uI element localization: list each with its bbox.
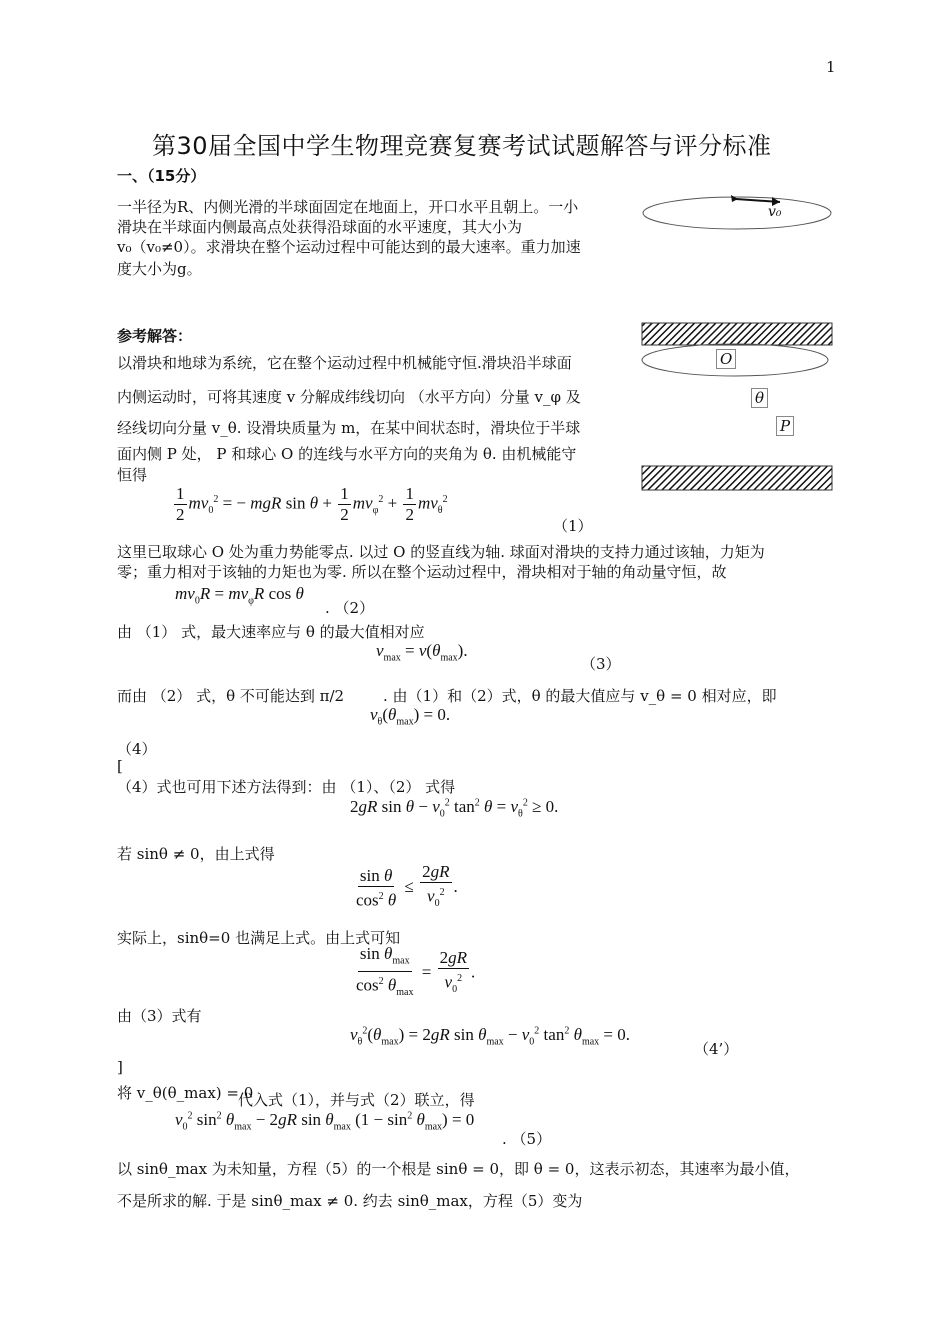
solution-text: 由（3）式有	[117, 1007, 202, 1025]
solution-text: 代入式（1），并与式（2）联立，得	[238, 1091, 475, 1109]
solution-text: 由 （1） 式，最大速率应与 θ 的最大值相对应	[117, 623, 425, 641]
equation-tag: . （2）	[325, 599, 375, 617]
hemisphere-side-figure	[640, 320, 835, 495]
solution-text: 不是所求的解. 于是 sinθ_max ≠ 0. 约去 sinθ_max，方程（5）变为	[117, 1192, 583, 1210]
equation-tag: （4）	[117, 740, 157, 758]
equation-tag: （3）	[581, 655, 621, 673]
solution-text: 内侧运动时，可将其速度 v 分解成纬线切向 （水平方向）分量 v_φ 及	[117, 388, 581, 406]
bracket: ]	[117, 1058, 123, 1076]
equation-ratio: $\frac{\text{sin θ}}{\cos^2 \theta}$ ≤ $\frac{2gR}{v_0^2}$ .	[356, 862, 458, 910]
page-number: 1	[826, 58, 836, 76]
equation-tag: （4’）	[694, 1040, 739, 1058]
page-title: 第30届全国中学生物理竞赛复赛考试试题解答与评分标准	[152, 132, 772, 160]
problem-line: 一半径为R、内侧光滑的半球面固定在地面上，开口水平且朝上。一小	[117, 198, 579, 216]
solution-text: 若 sinθ ≠ 0，由上式得	[117, 845, 275, 863]
solution-text: 这里已取球心 O 处为重力势能零点. 以过 O 的竖直线为轴. 球面对滑块的支持力通过该轴，力矩为	[117, 543, 765, 561]
solution-text: 恒得	[117, 466, 148, 484]
hemisphere-top-figure	[640, 186, 840, 234]
equation-3: $v_{max} = v(\theta_{max})$.	[376, 641, 468, 664]
theta-label: θ	[751, 388, 768, 408]
solution-text: . 由（1）和（2）式，θ 的最大值应与 v_θ = 0 相对应，即	[383, 687, 777, 705]
solution-text: 而由 （2） 式，θ 不可能达到 π/2	[117, 687, 345, 705]
problem-line: 度大小为g。	[117, 260, 202, 278]
equation-4-prime: $v_\theta^2(\theta_{max}) = 2gR$ $\sin \theta_{max} - v_0^2$ $\tan^2 \theta_{max} = 0$.	[350, 1025, 630, 1048]
equation-inequality: 2gR $\sin \theta - v_0^2$ $\tan^2 \theta = v_\theta^2 \ge 0$.	[350, 797, 559, 820]
solution-text: 以 sinθ_max 为未知量，方程（5）的一个根是 sinθ = 0，即 θ = 0，这表示初态，其速率为最小值，	[117, 1160, 800, 1178]
solution-text: 将 v_θ(θ_max) = 0	[117, 1084, 254, 1102]
v0-label: v₀	[768, 204, 782, 220]
equation-2: $mv_0R = mv_\varphi R$ cos θ	[175, 584, 304, 607]
equation-4: $v_\theta(\theta_{max}) = 0$.	[370, 705, 451, 728]
problem-line: 滑块在半球面内侧最高点处获得沿球面的水平速度，其大小为	[117, 218, 523, 236]
equation-5: $v_0^2$ $\sin^2 \theta_{max} - 2gR$ $\sin \theta_{max}$ $(1 - \sin^2 \theta_{max}) = 0$	[175, 1110, 475, 1133]
equation-1: $\frac{1}{2}$ $mv_0^2$ = − mgR sin θ + $\frac{1}{2}$ $mv_\varphi^2$ + $\frac{1}{2}$ $mv_\theta^2$	[176, 484, 448, 524]
equation-ratio-max: $\frac{\sin \theta_{max}}{\cos^2 \theta_{max}}$ = $\frac{2gR}{v_0^2}$ .	[356, 944, 476, 999]
solution-text: 以滑块和地球为系统，它在整个运动过程中机械能守恒.滑块沿半球面	[117, 354, 572, 372]
equation-tag: （1）	[553, 517, 593, 535]
bracket: [	[117, 757, 123, 775]
O-label: O	[716, 349, 736, 369]
solution-text: 实际上，sinθ=0 也满足上式。由上式可知	[117, 929, 401, 947]
solution-text: 经线切向分量 v_θ. 设滑块质量为 m，在某中间状态时，滑块位于半球	[117, 419, 581, 437]
problem-line: v₀（v₀≠0）。求滑块在整个运动过程中可能达到的最大速率。重力加速	[117, 238, 581, 256]
solution-text: 零；重力相对于该轴的力矩也为零. 所以在整个运动过程中，滑块相对于轴的角动量守恒，故	[117, 563, 727, 581]
equation-tag: . （5）	[502, 1130, 552, 1148]
solution-text: 面内侧 P 处， P 和球心 O 的连线与水平方向的夹角为 θ. 由机械能守	[117, 445, 577, 463]
P-label: P	[776, 416, 794, 436]
solution-heading: 参考解答：	[117, 327, 193, 345]
section-heading: 一、（15分）	[117, 167, 206, 185]
solution-text: （4）式也可用下述方法得到：由 （1）、（2） 式得	[117, 778, 456, 796]
